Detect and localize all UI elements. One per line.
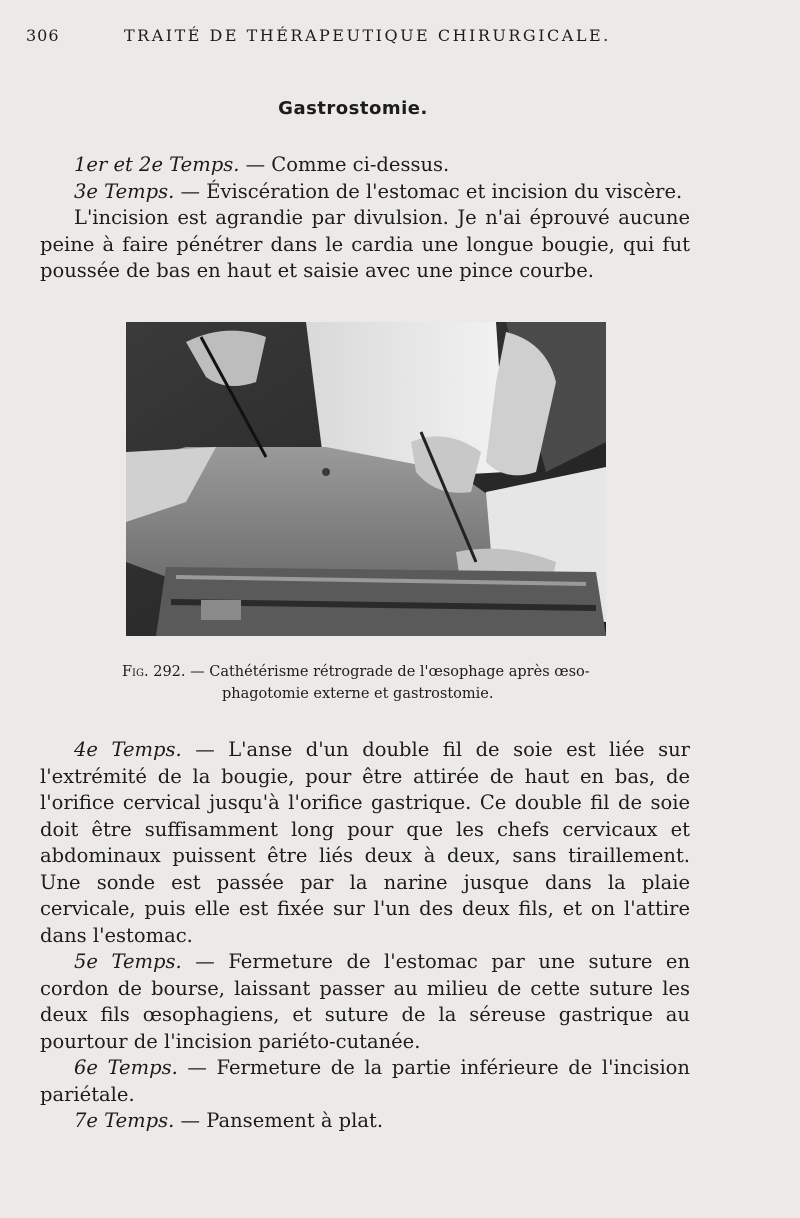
step-label: 3e Temps. xyxy=(74,179,175,203)
paragraph-steps-1-2 xyxy=(40,152,690,179)
paragraph-incision: L'incision est agrandie par divulsion. Je n'ai éprouvé aucune peine à faire pénétrer dans le cardia une longue bougie, qui fut poussée de bas en haut et saisie avec une pince courbe. xyxy=(40,206,690,282)
paragraph-step-3 xyxy=(40,179,690,206)
step-text: — Éviscération de l'estomac et incision du viscère. xyxy=(174,179,683,203)
paragraph-step-7 xyxy=(40,1108,690,1135)
step-text: — Comme ci-dessus. xyxy=(239,153,450,176)
photo-illustration xyxy=(126,322,606,636)
step-label: 7e Temps. xyxy=(74,1109,175,1132)
step-text: — Fermeture de l'estomac par une suture en cordon de bourse, laissant passer au milieu de cette suture les deux fils œsophagiens, et suture de la séreuse gastrique au pourtour de l'incision pariéto-cutanée. xyxy=(40,950,691,1053)
paragraph-step-4 xyxy=(40,737,690,949)
step-label: 6e Temps. xyxy=(74,1056,178,1079)
text-block-bottom xyxy=(40,737,690,1135)
text-block-top xyxy=(40,152,690,285)
caption-line-2: phagotomie externe et gastrostomie. xyxy=(222,686,494,702)
step-label: 4e Temps. xyxy=(74,738,182,761)
figure-label: Fig. 292. xyxy=(122,664,186,680)
section-title: Gastrostomie. xyxy=(278,98,428,119)
step-text: — Fermeture de la partie inférieure de l'incision pariétale. xyxy=(40,1056,690,1106)
paragraph-step-6 xyxy=(40,1055,690,1108)
caption-line-1: — Cathétérisme rétrograde de l'œsophage après œso- xyxy=(185,664,590,680)
surgical-photograph xyxy=(126,322,606,636)
figure-caption xyxy=(122,661,622,705)
step-text: — Pansement à plat. xyxy=(174,1109,384,1132)
running-header: TRAITÉ DE THÉRAPEUTIQUE CHIRURGICALE. xyxy=(124,26,611,45)
step-label: 1er et 2e Temps. xyxy=(74,153,240,176)
page-number: 306 xyxy=(26,26,60,45)
paragraph-step-5 xyxy=(40,949,690,1055)
step-label: 5e Temps. xyxy=(74,950,182,973)
step-text: — L'anse d'un double fil de soie est liée sur l'extrémité de la bougie, pour être attirée de haut en bas, de l'orifice cervical jusqu'à l'orifice gastrique. Ce double fil de soie doit être suffisamment long pour que les chefs cervicaux et abdominaux puissent être liés deux à deux, sans tiraillement. Une sonde est passée par la narine jusque dans la plaie cervicale, puis elle est fixée sur l'un des deux fils, et on l'attire dans l'estomac. xyxy=(40,738,690,947)
